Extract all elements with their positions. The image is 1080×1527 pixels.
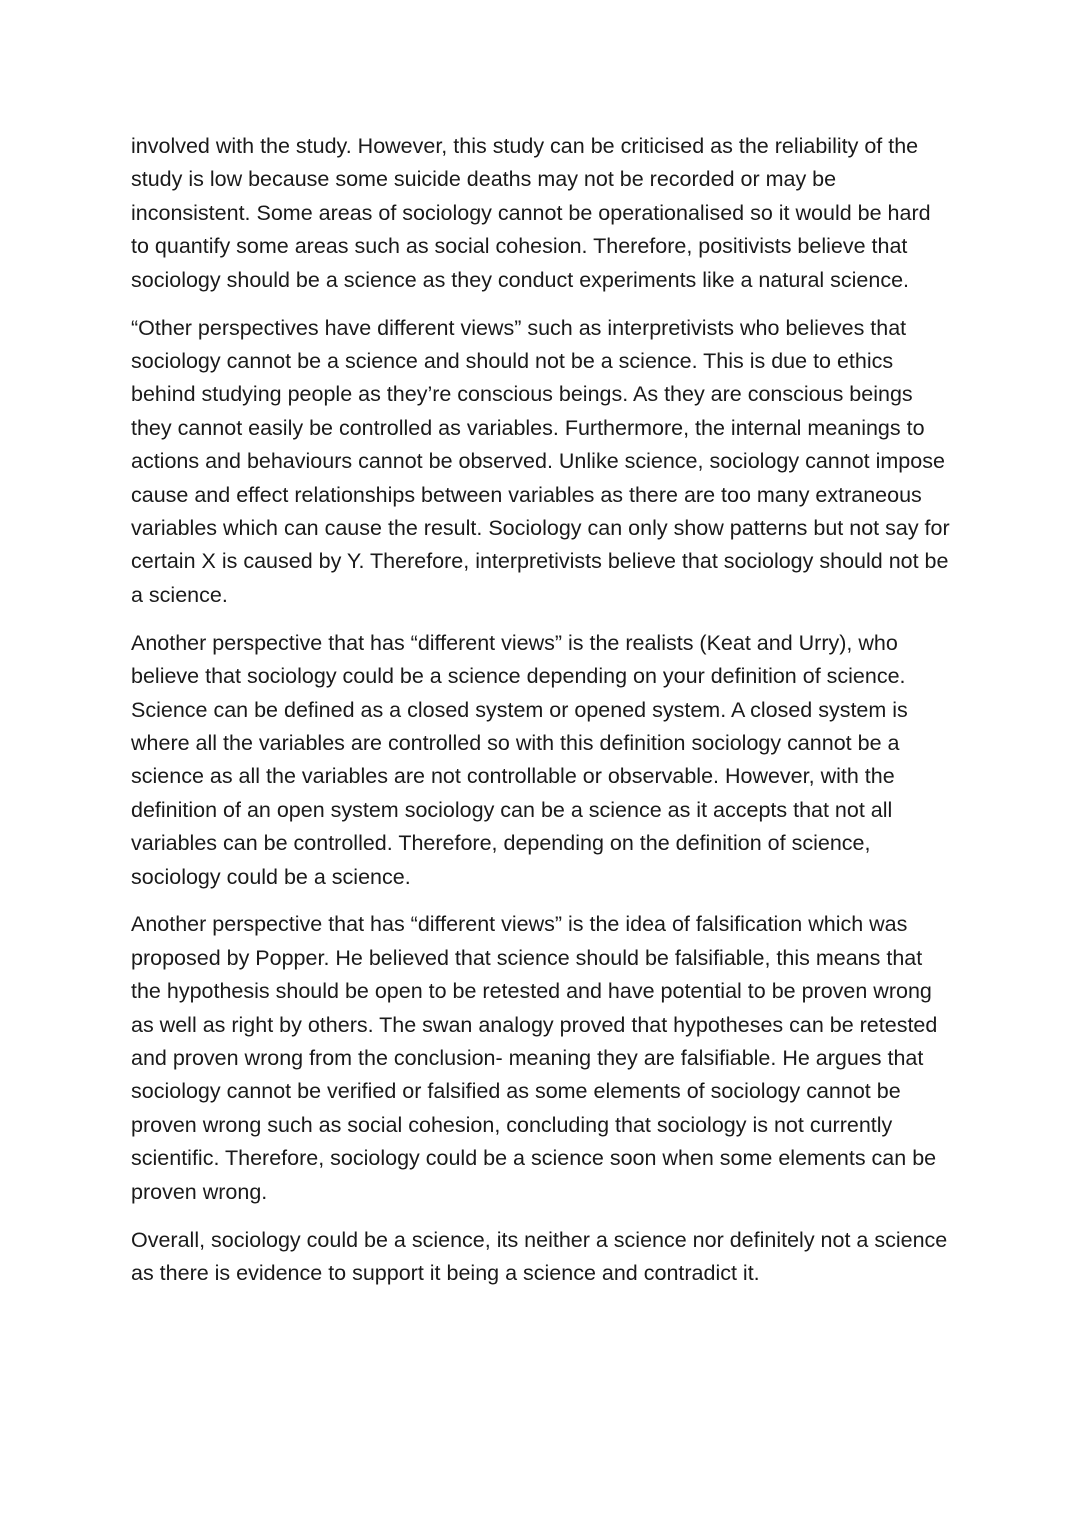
document-body bbox=[131, 130, 953, 1290]
paragraph-positivism-critique: involved with the study. However, this study can be criticised as the reliability of the study is low because some suicide deaths may not be recorded or may be inconsistent. Some areas of sociology cannot be operationalised so it would be hard to quantify some areas such as social cohesion. Therefore, positivists believe that sociology should be a science as they conduct experiments like a natural science. bbox=[131, 134, 931, 292]
paragraph-conclusion: Overall, sociology could be a science, its neither a science nor definitely not a science as there is evidence to support it being a science and contradict it. bbox=[131, 1227, 948, 1285]
paragraph-falsification: Another perspective that has “different views” is the idea of falsification which was proposed by Popper. He believed that science should be falsifiable, this means that the hypothesis should be open to be retested and have potential to be proven wrong as well as right by others. The swan analogy proved that hypotheses can be retested and proven wrong from the conclusion- meaning they are falsifiable. He argues that sociology cannot be verified or falsified as some elements of sociology cannot be proven wrong such as social cohesion, concluding that sociology is not currently scientific. Therefore, sociology could be a science soon when some elements can be proven wrong. bbox=[131, 912, 938, 1204]
paragraph-interpretivism: “Other perspectives have different views” such as interpretivists who believes that sociology cannot be a science and should not be a science. This is due to ethics behind studying people as they’re conscious beings. As they are conscious beings they cannot easily be controlled as variables. Furthermore, the internal meanings to actions and behaviours cannot be observed. Unlike science, sociology cannot impose cause and effect relationships between variables as there are too many extraneous variables which can cause the result. Sociology can only show patterns but not say for certain X is caused by Y. Therefore, interpretivists believe that sociology should not be a science. bbox=[131, 315, 950, 607]
paragraph-realism: Another perspective that has “different views” is the realists (Keat and Urry), who believe that sociology could be a science depending on your definition of science. Science can be defined as a closed system or opened system. A closed system is where all the variables are controlled so with this definition sociology cannot be a science as all the variables are not controllable or observable. However, with the definition of an open system sociology can be a science as it accepts that not all variables can be controlled. Therefore, depending on the definition of science, sociology could be a science. bbox=[131, 630, 908, 889]
